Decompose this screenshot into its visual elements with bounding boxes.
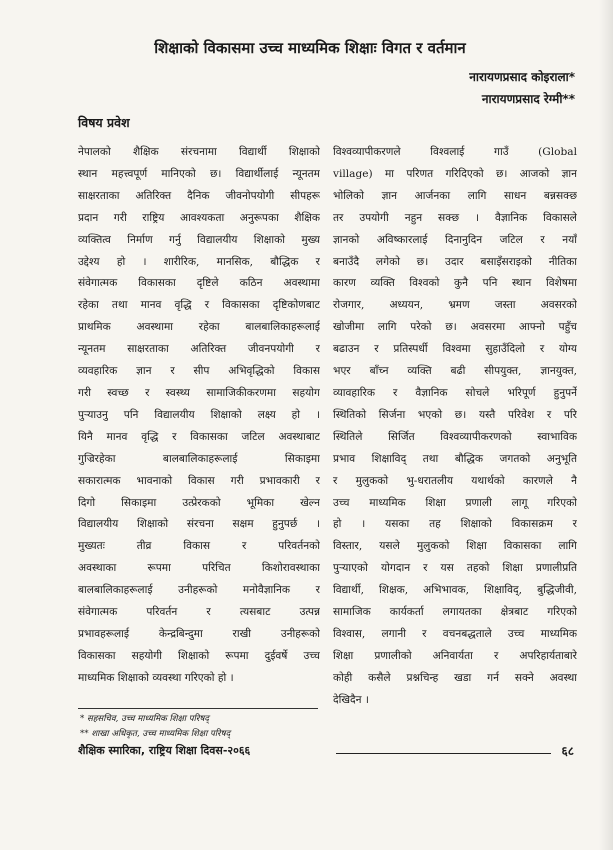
- footnotes: [80, 712, 230, 742]
- paragraph-line: उद्देश्य हो । शारीरिक, मानसिक, बौद्धिक र: [78, 255, 320, 268]
- paragraph-line: विकासका सहयोगी शिक्षाको रूपमा दुईवर्षे उच्च: [78, 649, 320, 662]
- paragraph-line: स्थान महत्त्वपूर्ण मानिएको छ। विद्यार्थीलाई न्यूनतम: [78, 167, 320, 180]
- paragraph-line: संवेगात्मक परिवर्तन र त्यसबाट उत्पन्न: [78, 606, 320, 619]
- paragraph-line: व्यावहारिक र वैज्ञानिक सोचले भरिपूर्ण हुनुपर्ने: [333, 386, 577, 399]
- paragraph-line: विस्तार, यसले मुलुकको शिक्षा विकासका लागि: [333, 540, 577, 553]
- paragraph-line: कोही कसैले प्रश्नचिन्ह खडा गर्न सक्ने अवस्था: [333, 671, 577, 684]
- footnote-divider: [78, 708, 318, 709]
- paragraph-line: दिगो सिकाइमा उत्प्रेरकको भूमिका खेल्न: [78, 496, 320, 509]
- paragraph-line: व्यवहारिक ज्ञान र सीप अभिवृद्धिको विकास: [78, 365, 320, 378]
- paragraph-line: बालबालिकाहरूलाई उनीहरूको मनोवैज्ञानिक र: [78, 584, 320, 597]
- paragraph-line: र मुलुकको भु-धरातलीय यथार्थको कारणले नै: [333, 474, 577, 487]
- paragraph-line: रोजगार, अध्ययन, भ्रमण जस्ता अवसरको: [333, 299, 577, 312]
- paragraph-line: सकारात्मक भावनाको विकास गरी प्रभावकारी र: [78, 474, 320, 487]
- paragraph-line: व्यक्तित्व निर्माण गर्नु विद्यालयीय शिक्षाको मुख्य: [78, 233, 320, 246]
- article-title: शिक्षाको विकासमा उच्च माध्यमिक शिक्षाः विगत र वर्तमान: [154, 39, 466, 57]
- author-block: [469, 66, 575, 110]
- paragraph-line: भोलिको ज्ञान आर्जनका लागि साधन बन्नसक्छ: [333, 189, 577, 202]
- paragraph-line: प्रभाव शिक्षाविद् तथा बौद्धिक जगतको अनुभूति: [333, 452, 577, 465]
- paragraph-line: मुख्यतः तीव्र विकास र परिवर्तनको: [78, 540, 320, 553]
- paragraph-line: स्थितिले सिर्जित विश्वव्यापीकरणको स्वाभाविक: [333, 430, 577, 443]
- section-heading: विषय प्रवेश: [78, 115, 130, 130]
- paragraph-line: गुज्रिरहेका बालबालिकाहरूलाई सिकाइमा: [78, 452, 320, 465]
- paragraph-line: देखिदैन ।: [333, 693, 369, 706]
- footer-rule: [336, 753, 551, 754]
- right-column: [333, 142, 577, 712]
- paragraph-line: कारण व्यक्ति विश्वको कुनै पनि स्थान विशेषमा: [333, 277, 577, 290]
- paragraph-line: अवस्थाका रूपमा परिचित किशोरावस्थाका: [78, 562, 320, 575]
- paragraph-line: स्थितिको सिर्जना भएको छ। यस्तै परिवेश र परि: [333, 408, 577, 421]
- paragraph-line: विश्वव्यापीकरणले विश्वलाई गाउँ (Global: [333, 146, 577, 158]
- paragraph-line: उच्च माध्यमिक शिक्षा प्रणाली लागू गरिएको: [333, 496, 577, 509]
- paragraph-line: पुऱ्याएको योगदान र यस तहको शिक्षा प्रणालीप्रति: [333, 562, 577, 575]
- paragraph-line: हो । यसका तह शिक्षाको विकासक्रम र: [333, 518, 577, 531]
- footnote-2: ** शाखा अधिकृत, उच्च माध्यमिक शिक्षा परिषद्: [80, 729, 231, 739]
- paragraph-line: बनाउँदै लगेको छ। उदार बसाइँसराइको नीतिका: [333, 255, 577, 268]
- paragraph-line: प्रदान गरी राष्ट्रिय आवश्यकता अनुरूपका शैक्षिक: [78, 211, 320, 224]
- paragraph-line: नेपालको शैक्षिक संरचनामा विद्यार्थी शिक्षाको: [78, 146, 320, 158]
- paragraph-line: शिक्षा प्रणालीको अनिवार्यता र अपरिहार्यताबारे: [333, 649, 577, 662]
- paragraph-line: प्राथमिक अवस्थामा रहेका बालबालिकाहरूलाई: [78, 321, 320, 334]
- paragraph-line: विद्यार्थी, शिक्षक, अभिभावक, शिक्षाविद्, बुद्धिजीवी,: [333, 584, 577, 597]
- paragraph-line: village) मा परिणत गरिदिएको छ। आजको ज्ञान: [333, 167, 577, 180]
- paragraph-line: विद्यालयीय शिक्षाको संरचना सक्षम हुनुपर्छ ।: [78, 518, 320, 531]
- author-2: नारायणप्रसाद रेग्मी**: [481, 92, 575, 106]
- paragraph-line: साक्षरताका अतिरिक्त दैनिक जीवनोपयोगी सीपहरू: [78, 189, 320, 202]
- paragraph-line: ज्ञानको अविष्कारलाई दिनानुदिन जटिल र नयाँ: [333, 233, 577, 246]
- page-edge-shadow: [599, 0, 613, 850]
- paragraph-line: सामाजिक कार्यकर्ता लगायतका क्षेत्रबाट गरिएको: [333, 606, 577, 619]
- paragraph-line: तर उपयोगी नहुन सक्छ । वैज्ञानिक विकासले: [333, 211, 577, 224]
- page-footer: [78, 743, 578, 759]
- paragraph-line: भएर बाँच्न व्यक्ति बढी सीपयुक्त, ज्ञानयुक्त,: [333, 365, 577, 378]
- paragraph-line: माध्यमिक शिक्षाको व्यवस्था गरिएको हो ।: [78, 671, 234, 684]
- page-number: ६८: [561, 744, 574, 758]
- paragraph-line: प्रभावहरूलाई केन्द्रबिन्दुमा राखी उनीहरूको: [78, 627, 320, 640]
- left-column: [78, 142, 320, 690]
- paragraph-line: रहेका तथा मानव वृद्धि र विकासका दृष्टिकोणबाट: [78, 299, 320, 312]
- paragraph-line: यिनै मानव वृद्धि र विकासका जटिल अवस्थाबाट: [78, 430, 320, 443]
- paragraph-line: पुऱ्याउनु पनि विद्यालयीय शिक्षाको लक्ष्य हो ।: [78, 408, 320, 421]
- paragraph-line: संवेगात्मक विकासका दृष्टिले कठिन अवस्थामा: [78, 277, 320, 290]
- publication-name: शैक्षिक स्मारिका, राष्ट्रिय शिक्षा दिवस-२०६६: [78, 744, 251, 757]
- author-1: नारायणप्रसाद कोइराला*: [469, 70, 575, 84]
- paragraph-line: विश्वास, लगानी र वचनबद्धताले उच्च माध्यमिक: [333, 627, 577, 640]
- paragraph-line: न्यूनतम साक्षरताका अतिरिक्त जीवनपयोगी र: [78, 343, 320, 356]
- paragraph-line: गरी स्वच्छ र स्वस्थ्य सामाजिकीकरणमा सहयोग: [78, 386, 320, 399]
- paragraph-line: खोजीमा लागि परेको छ। अवसरमा आफ्नो पहुँच: [333, 321, 577, 334]
- paragraph-line: बढाउन र प्रतिस्पर्धी विश्वमा सुहाउँदिलो र योग्य: [333, 343, 577, 356]
- footnote-1: * सहसचिव, उच्च माध्यमिक शिक्षा परिषद्: [80, 714, 209, 724]
